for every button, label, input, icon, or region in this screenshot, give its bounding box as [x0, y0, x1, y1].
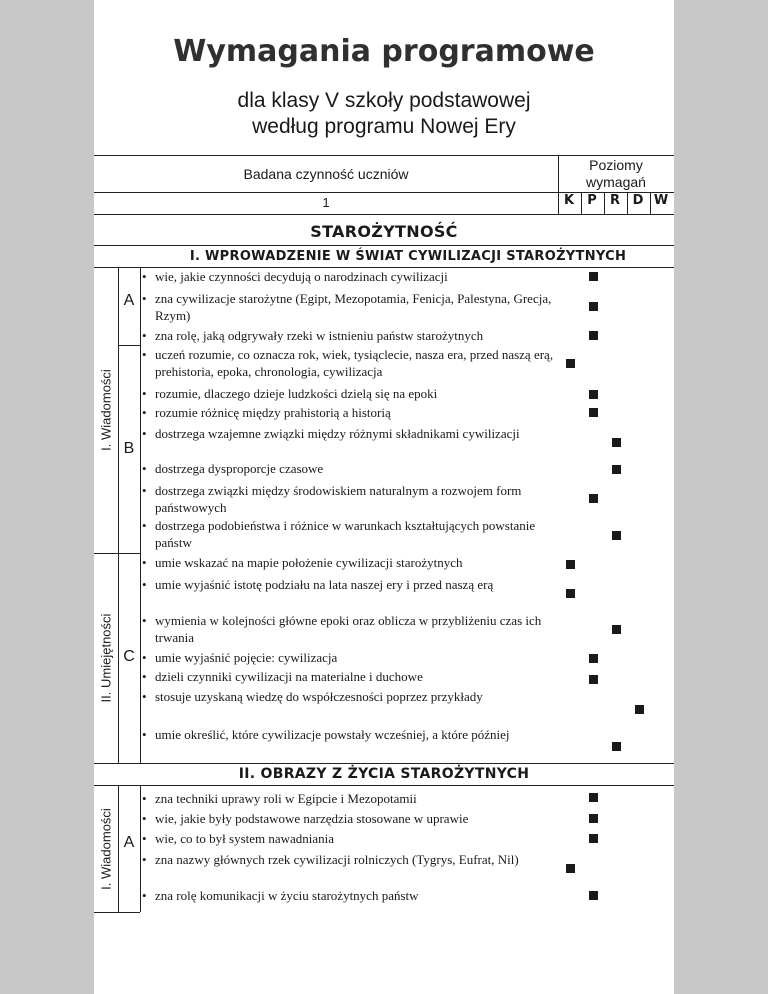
requirement-item: • rozumie, dlaczego dzieje ludzkości dzielą się na epoki: [142, 386, 438, 401]
subtitle-line-2: według programu Nowej Ery: [252, 115, 516, 138]
subsection-1-title: I. WPROWADZENIE W ŚWIAT CYWILIZACJI STAROŻYTNYCH: [189, 249, 627, 264]
page-subtitle: [94, 88, 674, 140]
level-mark: [566, 359, 575, 368]
requirement-item: • umie wyjaśnić istotę podziału na lata naszej ery i przed naszą erą: [142, 577, 494, 592]
group-separator: [118, 345, 140, 346]
level-mark: [589, 834, 598, 843]
group-letter-a: A: [123, 292, 135, 309]
category-rail-divider: [118, 267, 119, 763]
level-mark: [589, 302, 598, 311]
level-mark: [589, 814, 598, 823]
level-mark: [635, 705, 644, 714]
requirement-item: • dzieli czynniki cywilizacji na materialne i duchowe: [142, 669, 423, 684]
category-label-wiadomosci-2: I. Wiadomości: [98, 808, 114, 890]
requirement-item: • dostrzega związki między środowiskiem naturalnym a rozwojem form państwowych: [142, 483, 522, 515]
requirement-item: • dostrzega wzajemne związki między różnymi składnikami cywilizacji: [142, 426, 520, 441]
level-mark: [612, 531, 621, 540]
level-mark: [589, 390, 598, 399]
levels-header-line-2: wymagań: [586, 174, 646, 190]
header-bottom-rule: [94, 214, 674, 215]
level-d-header: D: [632, 193, 644, 208]
group-letter-a-2: A: [123, 834, 135, 851]
activity-column-header: Badana czynność uczniów: [243, 166, 409, 182]
level-divider: [627, 192, 628, 214]
requirement-item: • wymienia w kolejności główne epoki oraz oblicza w przybliżeniu czas ich trwania: [142, 613, 542, 645]
level-mark: [589, 675, 598, 684]
level-mark: [589, 331, 598, 340]
levels-column-header: [558, 157, 674, 191]
document-page: [94, 0, 674, 994]
group-letter-c: C: [123, 648, 135, 665]
level-k-header: K: [563, 193, 575, 208]
requirement-item: • zna techniki uprawy roli w Egipcie i Mezopotamii: [142, 791, 417, 806]
level-mark: [566, 589, 575, 598]
table-top-rule: [94, 155, 674, 156]
page-title: Wymagania programowe: [173, 34, 595, 69]
level-mark: [612, 465, 621, 474]
category-rail-bottom: [94, 912, 140, 913]
levels-header-line-1: Poziomy: [589, 157, 643, 173]
requirement-item: • uczeń rozumie, co oznacza rok, wiek, tysiąclecie, nasza era, przed naszą erą, prehistoria, epoka, chronologia, cywilizacja: [142, 347, 554, 379]
level-mark: [589, 891, 598, 900]
subsection-2-top-rule: [94, 763, 674, 764]
column-number: 1: [322, 195, 330, 210]
section-title: STAROŻYTNOŚĆ: [310, 222, 458, 241]
level-p-header: P: [587, 193, 597, 208]
level-w-header: W: [653, 193, 669, 208]
requirement-item: • dostrzega dysproporcje czasowe: [142, 461, 324, 476]
requirement-item: • umie określić, które cywilizacje powstały wcześniej, a które później: [142, 727, 510, 742]
group-rail-divider: [140, 785, 141, 912]
level-divider: [581, 192, 582, 214]
level-mark: [589, 793, 598, 802]
requirement-item: • umie wyjaśnić pojęcie: cywilizacja: [142, 650, 338, 665]
level-mark: [612, 625, 621, 634]
level-divider: [604, 192, 605, 214]
subsection-2-rule: [94, 785, 674, 786]
category-separator: [94, 553, 140, 554]
requirement-item: • wie, jakie czynności decydują o narodzinach cywilizacji: [142, 269, 448, 284]
level-mark: [589, 654, 598, 663]
subtitle-line-1: dla klasy V szkoły podstawowej: [237, 89, 531, 112]
level-divider: [650, 192, 651, 214]
requirement-item: • wie, jakie były podstawowe narzędzia stosowane w uprawie: [142, 811, 469, 826]
level-mark: [612, 742, 621, 751]
level-r-header: R: [609, 193, 620, 208]
category-label-wiadomosci: I. Wiadomości: [98, 369, 114, 451]
requirement-item: • zna rolę, jaką odgrywały rzeki w istnieniu państw starożytnych: [142, 328, 484, 343]
level-mark: [612, 438, 621, 447]
requirement-item: • zna cywilizacje starożytne (Egipt, Mezopotamia, Fenicja, Palestyna, Grecja, Rzym): [142, 291, 552, 323]
level-mark: [589, 494, 598, 503]
level-mark: [589, 272, 598, 281]
requirement-item: • zna rolę komunikacji w życiu starożytnych państw: [142, 888, 419, 903]
level-mark: [566, 560, 575, 569]
group-letter-b: B: [123, 440, 135, 457]
requirement-item: • rozumie różnicę między prahistorią a historią: [142, 405, 391, 420]
group-rail-divider: [140, 267, 141, 763]
requirement-item: • zna nazwy głównych rzek cywilizacji rolniczych (Tygrys, Eufrat, Nil): [142, 852, 519, 867]
requirement-item: • wie, co to był system nawadniania: [142, 831, 335, 846]
subsection-2-title: II. OBRAZY Z ŻYCIA STAROŻYTNYCH: [238, 766, 530, 782]
category-label-umiejetnosci: II. Umiejętności: [98, 613, 114, 703]
requirement-item: • dostrzega podobieństwa i różnice w warunkach kształtujących powstanie państw: [142, 518, 536, 550]
level-mark: [589, 408, 598, 417]
section-rule: [94, 245, 674, 246]
requirement-item: • stosuje uzyskaną wiedzę do współczesności poprzez przykłady: [142, 689, 483, 704]
requirement-item: • umie wskazać na mapie położenie cywilizacji starożytnych: [142, 555, 463, 570]
level-mark: [566, 864, 575, 873]
